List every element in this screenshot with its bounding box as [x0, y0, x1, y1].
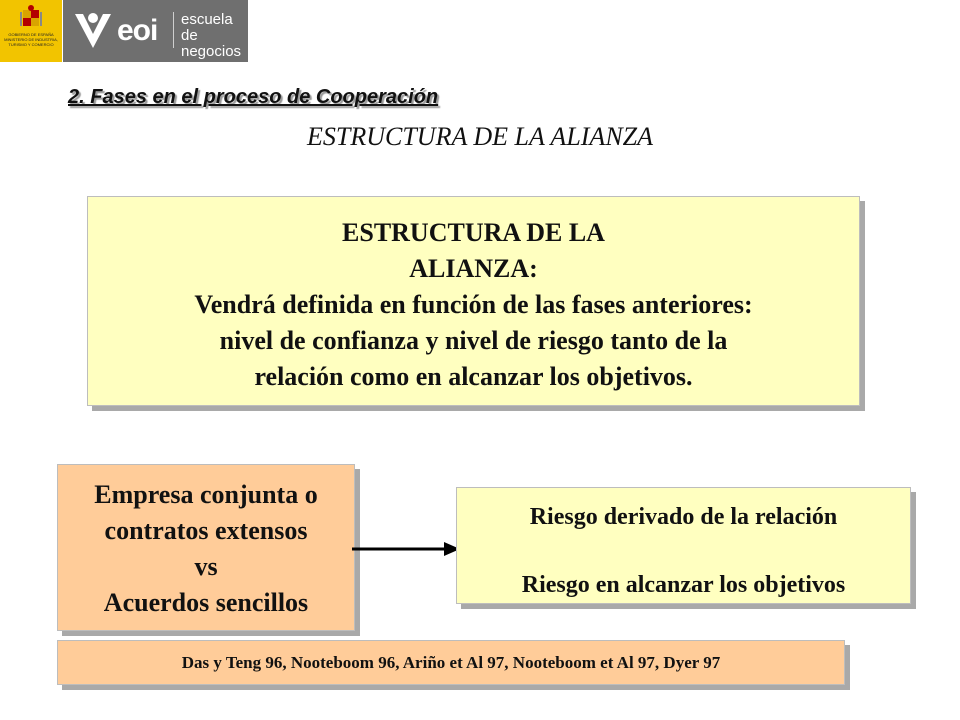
page-title: ESTRUCTURA DE LA ALIANZA [307, 122, 653, 151]
definition-line: nivel de confianza y nivel de riesgo tanto de la [219, 326, 728, 355]
section-subtitle: 2. Fases en el proceso de Cooperación [68, 86, 439, 108]
agreement-line: contratos extensos [104, 516, 308, 545]
eoi-logo-mark-icon [71, 8, 115, 54]
agreement-types-box [57, 464, 355, 631]
risk-types-text [457, 500, 910, 602]
definition-line: Vendrá definida en función de las fases anteriores: [194, 290, 753, 319]
arrow-right-icon [352, 541, 460, 557]
eoi-logo-divider [173, 12, 174, 48]
agreement-line: Empresa conjunta o [94, 480, 318, 509]
structure-definition-box [87, 196, 860, 406]
definition-line: relación como en alcanzar los objetivos. [254, 362, 693, 391]
agreement-line: Acuerdos sencillos [103, 588, 309, 617]
eoi-logo-wordmark: eoi [117, 14, 158, 47]
agreement-types-text [58, 477, 354, 621]
government-logo-text: GOBIERNO DE ESPAÑA MINISTERIO DE INDUSTRIA, TURISMO Y COMERCIO [4, 32, 58, 47]
eoi-logo-text-line1: escuela [181, 11, 233, 28]
definition-line: ALIANZA: [409, 254, 538, 283]
risk-spacer [457, 534, 910, 568]
risk-types-box [456, 487, 911, 604]
eoi-logo-text-line2: de negocios [181, 27, 242, 60]
references-text: Das y Teng 96, Nooteboom 96, Ariño et Al 97, Nooteboom et Al 97, Dyer 97 [181, 653, 721, 672]
government-logo [0, 0, 62, 62]
eoi-logo [63, 0, 248, 62]
references-box [57, 640, 845, 685]
agreement-line: vs [194, 552, 218, 581]
risk-line-relation: Riesgo derivado de la relación [529, 504, 838, 530]
coat-of-arms-icon [20, 4, 42, 30]
risk-line-objectives: Riesgo en alcanzar los objetivos [521, 572, 846, 598]
eoi-logo-text [181, 12, 248, 60]
structure-definition-text [88, 215, 859, 395]
definition-line: ESTRUCTURA DE LA [342, 218, 605, 247]
